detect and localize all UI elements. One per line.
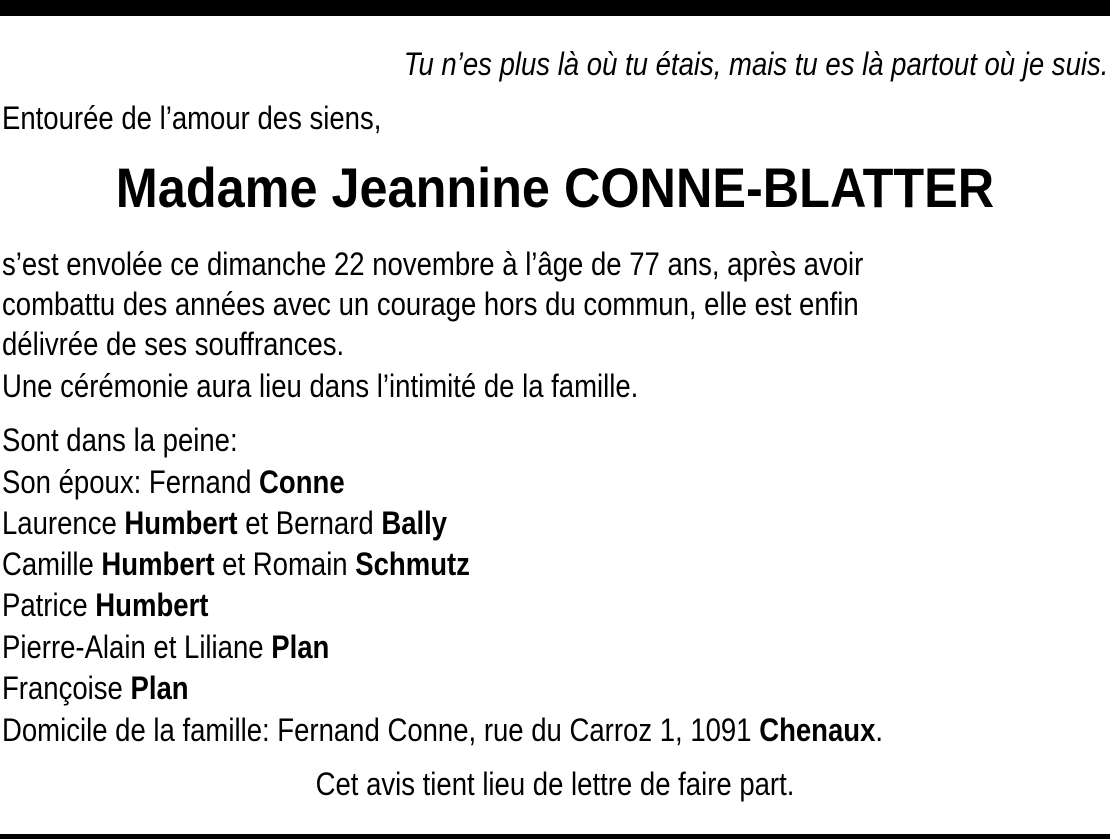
family-line-3: Camille Humbert et Romain Schmutz [2,546,470,582]
ceremony-line: Une cérémonie aura lieu dans l’intimité de la famille. [2,368,639,404]
family-line-1: Son époux: Fernand Conne [2,464,345,500]
closing-line: Cet avis tient lieu de lettre de faire part. [315,766,795,802]
family-line-6: Françoise Plan [2,670,189,706]
bottom-border-rule [0,834,1110,839]
epigraph-quote: Tu n’es plus là où tu étais, mais tu es là partout où je suis. [403,46,1108,82]
body-line-1: s’est envolée ce dimanche 22 novembre à l’âge de 77 ans, après avoir [2,246,864,282]
domicile-line: Domicile de la famille: Fernand Conne, rue du Carroz 1, 1091 Chenaux. [2,712,884,748]
family-line-5: Pierre-Alain et Liliane Plan [2,629,330,665]
family-line-2: Laurence Humbert et Bernard Bally [2,505,448,541]
deceased-name: Madame Jeannine CONNE-BLATTER [115,156,995,219]
grief-heading: Sont dans la peine: [2,422,238,458]
top-border-rule [0,0,1110,16]
body-line-2: combattu des années avec un courage hors du commun, elle est enfin [2,286,859,322]
body-line-3: délivrée de ses souffrances. [2,326,345,362]
intro-line: Entourée de l’amour des siens, [2,100,382,136]
family-line-4: Patrice Humbert [2,587,209,623]
